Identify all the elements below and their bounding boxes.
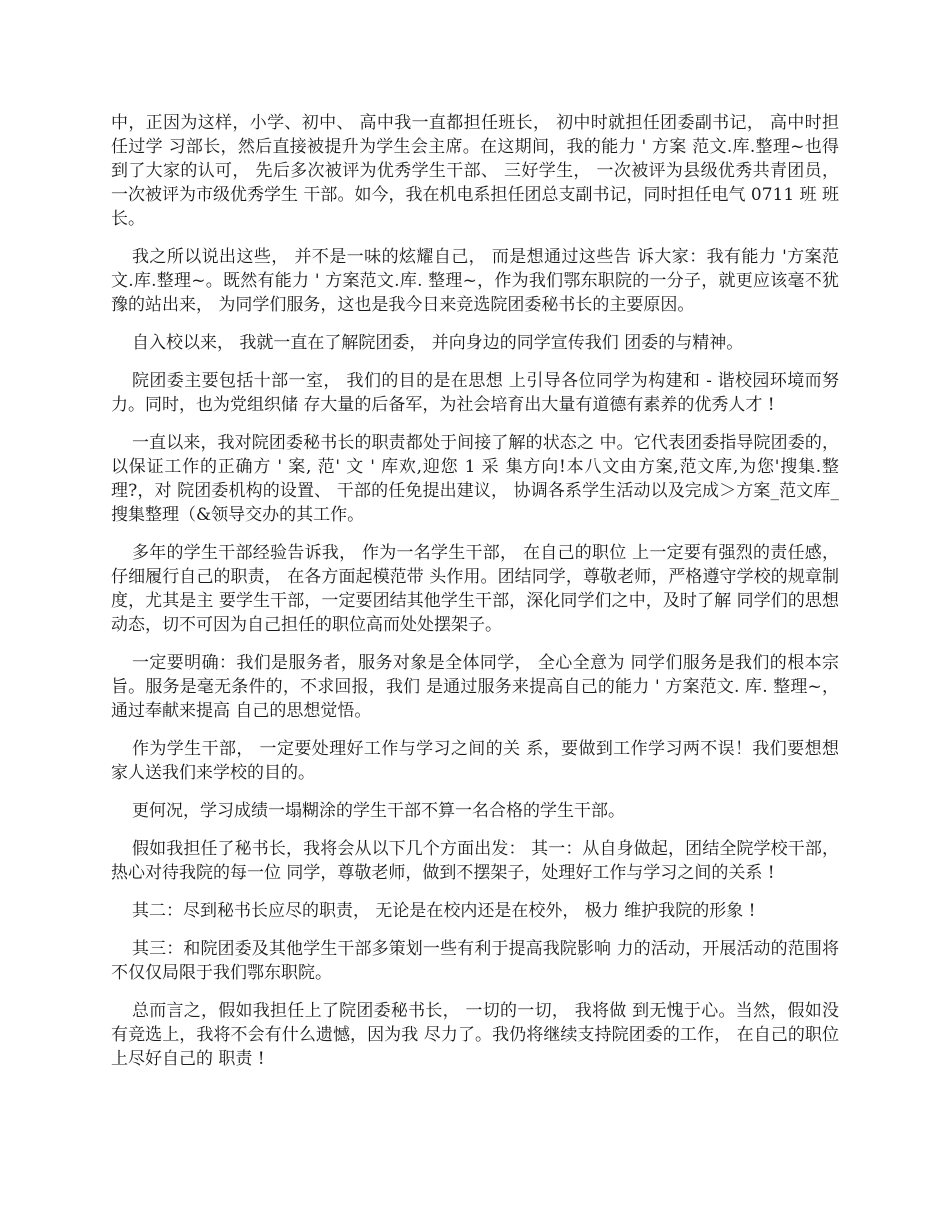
paragraph-8: 作为学生干部， 一定要处理好工作与学习之间的关 系，要做到工作学习两不误！我们要想想家人送我们来学校的目的。 <box>111 739 839 783</box>
paragraph-5: 一直以来，我对院团委秘书长的职责都处于间接了解的状态之 中。它代表团委指导院团委的， 以保证工作的正确方 ' 案, 范' 文 ' 库欢,迎您 1 采 集方向!本八文由方案,范文库,为您'搜集.整理?，对 院团委机构的设置、 干部的任免提出建议， 协调各系学生活动以及完成＞方案_范文库_搜集整理（&领导交办的其工作。 <box>111 433 839 525</box>
paragraph-12: 其三：和院团委及其他学生干部多策划一些有利于提高我院影响 力的活动，开展活动的范围将不仅仅局限于我们鄂东职院。 <box>111 939 839 983</box>
paragraph-6: 多年的学生干部经验告诉我， 作为一名学生干部， 在自己的职位 上一定要有强烈的责任感， 仔细履行自己的职责， 在各方面起模范带 头作用。团结同学，尊敬老师，严格遵守学校的规章制度，尤其是主 要学生干部，一定要团结其他学生干部，深化同学们之中，及时了解 同学们的思想动态，切不可因为自己担任的职位高而处处摆架子。 <box>111 543 839 635</box>
paragraph-1: 中，正因为这样，小学、初中、 高中我一直都担任班长， 初中时就担任团委副书记， 高中时担任过学 习部长，然后直接被提升为学生会主席。在这期间，我的能力 ' 方案 范文.库.整理~也得到了大家的认可， 先后多次被评为优秀学生干部、 三好学生， 一次被评为县级优秀共青团员， 一次被评为市级优秀学生 干部。如今，我在机电系担任团总支副书记，同时担任电气 0711 班 班长。 <box>111 113 839 229</box>
paragraph-11: 其二：尽到秘书长应尽的职责， 无论是在校内还是在校外， 极力 维护我院的形象 ! <box>132 901 756 921</box>
paragraph-4: 院团委主要包括十部一室， 我们的目的是在思想 上引导各位同学为构建和 - 谐校园环境而努力。同时，也为党组织储 存大量的后备军，为社会培育出大量有道德有素养的优秀人才 ! <box>111 371 839 415</box>
paragraph-10: 假如我担任了秘书长，我将会从以下几个方面出发： 其一：从自身做起，团结全院学校干部， 热心对待我院的每一位 同学，尊敬老师，做到不摆架子，处理好工作与学习之间的关系 ! <box>111 839 839 883</box>
paragraph-3: 自入校以来， 我就一直在了解院团委， 并向身边的同学宣传我们 团委的与精神。 <box>132 333 744 353</box>
paragraph-9: 更何况，学习成绩一塌糊涂的学生干部不算一名合格的学生干部。 <box>132 801 625 821</box>
paragraph-13: 总而言之，假如我担任上了院团委秘书长， 一切的一切， 我将做 到无愧于心。当然，假如没有竞选上，我将不会有什么遗憾，因为我 尽力了。我仍将继续支持院团委的工作， 在自己的职位上尽好自己的 职责 ! <box>111 1001 839 1069</box>
paragraph-2: 我之所以说出这些， 并不是一味的炫耀自己， 而是想通过这些告 诉大家：我有能力 '方案范文.库.整理~。既然有能力 ' 方案范文.库. 整理~，作为我们鄂东职院的一分子，就更应该毫不犹豫的站出来， 为同学们服务，这也是我今日来竞选院团委秘书长的主要原因。 <box>111 247 839 315</box>
document-body <box>111 111 839 1085</box>
paragraph-7: 一定要明确：我们是服务者，服务对象是全体同学， 全心全意为 同学们服务是我们的根本宗旨。服务是毫无条件的，不求回报，我们 是通过服务来提高自己的能力 ' 方案范文. 库. 整理~，通过奉献来提高 自己的思想觉悟。 <box>111 653 839 721</box>
